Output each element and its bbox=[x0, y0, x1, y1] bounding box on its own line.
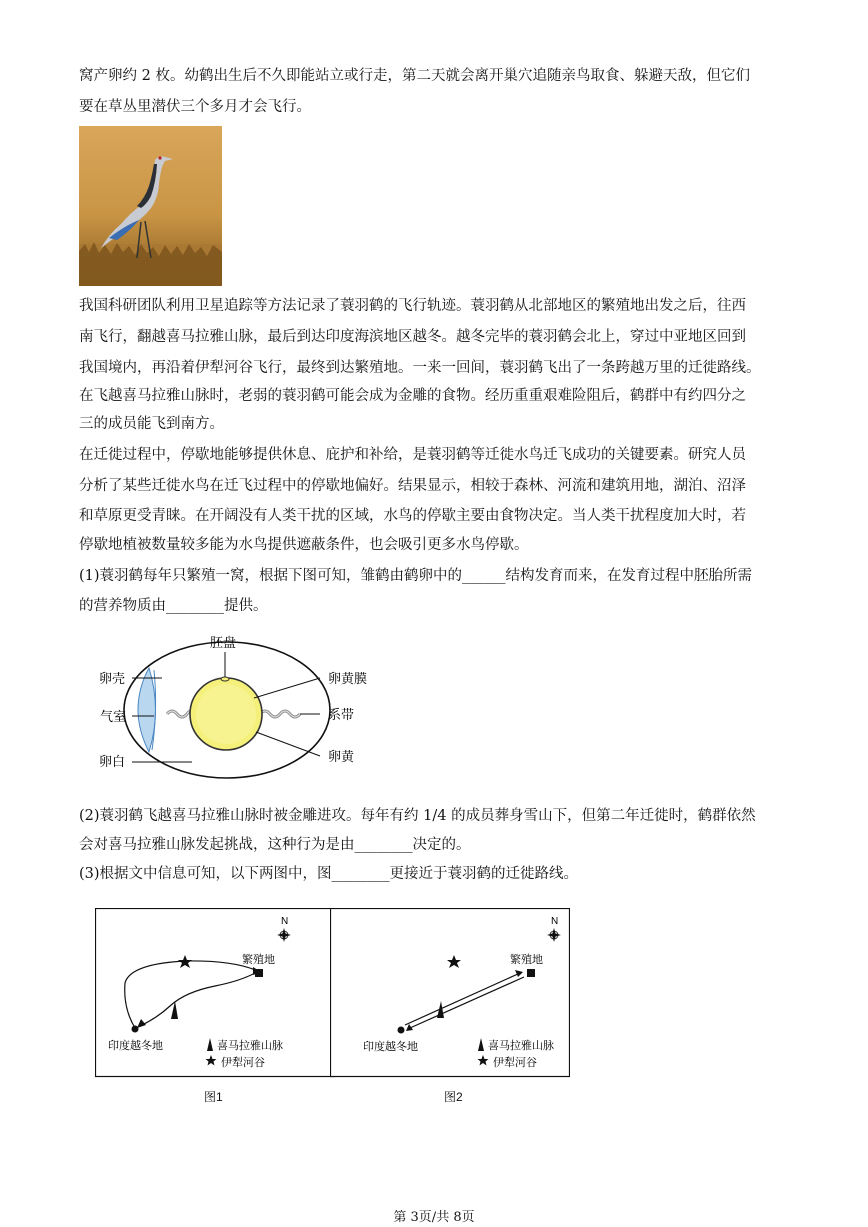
label-yolk-membrane: 卵黄膜 bbox=[328, 671, 368, 686]
wintering-site-marker bbox=[132, 1026, 139, 1033]
svg-text:N: N bbox=[281, 916, 289, 927]
svg-text:印度越冬地: 印度越冬地 bbox=[363, 1041, 418, 1053]
migration-map-2 bbox=[330, 908, 570, 1078]
question-1-line: 的营养物质由________提供。 bbox=[79, 598, 268, 614]
svg-text:伊犁河谷: 伊犁河谷 bbox=[493, 1057, 537, 1069]
label-embryo-disc: 胚盘 bbox=[210, 635, 237, 650]
text-line: 在飞越喜马拉雅山脉时，老弱的蓑羽鹤可能会成为金雕的食物。经历重重艰难险阻后，鹤群中有约四分之 bbox=[79, 388, 746, 404]
question-2-line: 会对喜马拉雅山脉发起挑战，这种行为是由________决定的。 bbox=[79, 837, 471, 853]
breeding-site-marker bbox=[255, 969, 263, 977]
text-line: 窝产卵约 2 枚。幼鹤出生后不久即能站立或行走，第二天就会离开巢穴追随亲鸟取食、躲避天敌，但它们 bbox=[79, 68, 750, 84]
text-line: 南飞行，翻越喜马拉雅山脉，最后到达印度海滨地区越冬。越冬完毕的蓑羽鹤会北上，穿过中亚地区回到 bbox=[79, 329, 746, 345]
svg-text:喜马拉雅山脉: 喜马拉雅山脉 bbox=[217, 1040, 283, 1052]
migration-map-1 bbox=[95, 908, 335, 1078]
crane-photo bbox=[79, 126, 222, 286]
text-line: 和草原更受青睐。在开阔没有人类干扰的区域，水鸟的停歇主要由食物决定。当人类干扰程度加大时，若 bbox=[79, 508, 746, 524]
breeding-site-marker bbox=[527, 969, 535, 977]
text-line: 我国科研团队利用卫星追踪等方法记录了蓑羽鹤的飞行轨迹。蓑羽鹤从北部地区的繁殖地出发之后，往西 bbox=[79, 298, 746, 314]
svg-text:印度越冬地: 印度越冬地 bbox=[108, 1040, 163, 1052]
question-2-line: (2)蓑羽鹤飞越喜马拉雅山脉时被金雕进攻。每年有约 1/4 的成员葬身雪山下，但第二年迁徙时，鹤群依然 bbox=[79, 808, 756, 824]
svg-text:伊犁河谷: 伊犁河谷 bbox=[221, 1057, 265, 1069]
egg-diagram bbox=[92, 630, 392, 780]
text-line: 我国境内，再沿着伊犁河谷飞行，最终到达繁殖地。一来一回间，蓑羽鹤飞出了一条跨越万里的迁徙路线。 bbox=[79, 360, 761, 376]
wintering-site-marker bbox=[398, 1027, 405, 1034]
map-2-caption: 图2 bbox=[444, 1090, 463, 1104]
page-footer: 第 3页/共 8页 bbox=[393, 1210, 475, 1225]
map-1-caption: 图1 bbox=[204, 1090, 223, 1104]
text-line: 分析了某些迁徙水鸟在迁飞过程中的停歇地偏好。结果显示，相较于森林、河流和建筑用地，湖泊、沼泽 bbox=[79, 478, 746, 494]
text-line: 要在草丛里潜伏三个多月才会飞行。 bbox=[79, 99, 311, 115]
label-albumen: 卵白 bbox=[99, 754, 126, 769]
text-line: 在迁徙过程中，停歇地能够提供休息、庇护和补给，是蓑羽鹤等迁徙水鸟迁飞成功的关键要素。研究人员 bbox=[79, 447, 746, 463]
svg-text:繁殖地: 繁殖地 bbox=[510, 954, 543, 966]
text-line: 停歇地植被数量较多能为水鸟提供遮蔽条件，也会吸引更多水鸟停歇。 bbox=[79, 537, 529, 553]
svg-text:N: N bbox=[551, 916, 559, 927]
label-yolk: 卵黄 bbox=[328, 749, 355, 764]
text-line: 三的成员能飞到南方。 bbox=[79, 416, 224, 432]
svg-text:喜马拉雅山脉: 喜马拉雅山脉 bbox=[488, 1040, 554, 1052]
label-chalaza: 系带 bbox=[328, 707, 355, 722]
svg-text:繁殖地: 繁殖地 bbox=[242, 954, 275, 966]
question-3-line: (3)根据文中信息可知，以下两图中，图________更接近于蓑羽鹤的迁徙路线。 bbox=[79, 866, 579, 882]
question-1-line: (1)蓑羽鹤每年只繁殖一窝，根据下图可知，雏鹤由鹤卵中的______结构发育而来，在发育过程中胚胎所需 bbox=[79, 568, 753, 584]
label-air-cell: 气室 bbox=[100, 709, 127, 724]
label-shell: 卵壳 bbox=[99, 671, 126, 686]
